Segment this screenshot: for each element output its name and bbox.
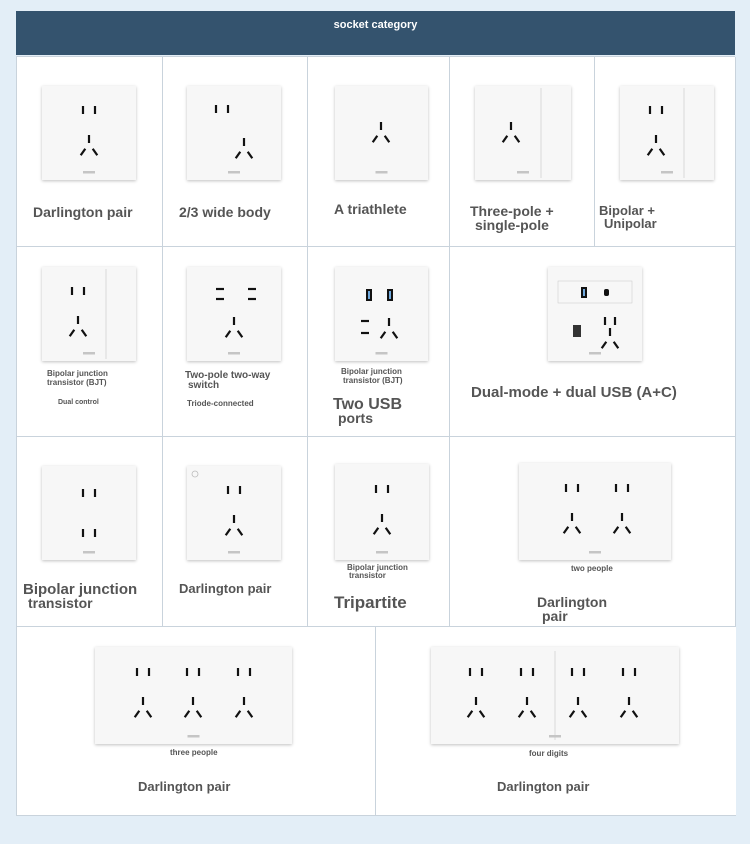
power-socket-icon xyxy=(187,466,281,560)
cell-tripartite[interactable] xyxy=(308,437,450,627)
power-socket-icon xyxy=(335,267,428,361)
cell-darlington-pair[interactable] xyxy=(17,57,163,247)
cell-dual-control[interactable] xyxy=(17,247,163,437)
cell-label: ports xyxy=(338,410,373,426)
socket-panel xyxy=(187,86,281,180)
cell-label: two people xyxy=(571,564,613,573)
cell-two-way-switch[interactable] xyxy=(163,247,308,437)
cell-label: single-pole xyxy=(475,217,549,233)
socket-panel xyxy=(335,267,428,361)
cell-label: A triathlete xyxy=(334,201,407,217)
cell-two-usb-ports[interactable] xyxy=(308,247,450,437)
cell-darlington-indicator[interactable] xyxy=(163,437,308,627)
cell-label: transistor (BJT) xyxy=(343,376,403,385)
socket-panel xyxy=(519,463,671,560)
socket-panel xyxy=(95,647,292,744)
cell-label: Dual control xyxy=(58,399,99,406)
cell-two-people[interactable] xyxy=(450,437,736,627)
socket-panel xyxy=(431,647,679,744)
power-socket-icon xyxy=(42,86,136,180)
cell-label: switch xyxy=(188,380,220,391)
page-title: socket category xyxy=(333,19,418,31)
usb-port-icon xyxy=(548,267,642,361)
power-socket-icon xyxy=(620,86,714,180)
power-socket-icon xyxy=(42,267,136,361)
cell-label: Darlington pair xyxy=(497,779,590,794)
cell-triathlete[interactable] xyxy=(308,57,450,247)
socket-panel xyxy=(42,267,136,361)
cell-label: four digits xyxy=(529,749,569,758)
cell-label: transistor xyxy=(349,571,386,580)
socket-panel xyxy=(187,267,281,361)
cell-label: Bipolar junction xyxy=(341,367,402,376)
cell-wide-body[interactable] xyxy=(163,57,308,247)
cell-bipolar-unipolar[interactable] xyxy=(595,57,736,247)
cell-bjt-four[interactable] xyxy=(17,437,163,627)
power-socket-icon xyxy=(335,464,429,560)
cell-label: three people xyxy=(170,748,218,757)
cell-label: Bipolar junction xyxy=(47,369,108,378)
cell-label: Three-pole + xyxy=(470,203,554,219)
power-socket-icon xyxy=(335,86,428,180)
power-socket-icon xyxy=(519,463,671,560)
cell-dual-usb[interactable] xyxy=(450,247,736,437)
cell-label: transistor xyxy=(28,595,93,611)
socket-panel xyxy=(335,464,429,560)
cell-three-people[interactable] xyxy=(17,627,376,816)
cell-label: Darlington pair xyxy=(33,204,133,220)
power-socket-icon xyxy=(187,86,281,180)
socket-panel xyxy=(620,86,714,180)
cell-label: Tripartite xyxy=(334,593,407,612)
socket-grid xyxy=(16,56,735,816)
cell-label: Dual-mode + dual USB (A+C) xyxy=(471,384,677,401)
socket-panel xyxy=(475,86,571,180)
power-socket-icon xyxy=(95,647,292,744)
socket-panel xyxy=(548,267,642,361)
socket-panel xyxy=(42,86,136,180)
cell-four-digits[interactable] xyxy=(376,627,736,816)
power-socket-icon xyxy=(187,267,281,361)
socket-panel xyxy=(335,86,428,180)
socket-panel xyxy=(187,466,281,560)
cell-label: Bipolar + xyxy=(599,203,655,218)
cell-label: Darlington pair xyxy=(138,779,231,794)
cell-label: Triode-connected xyxy=(187,399,254,408)
cell-label: Unipolar xyxy=(604,216,657,231)
page-header xyxy=(16,11,735,55)
power-socket-icon xyxy=(42,466,136,560)
socket-panel xyxy=(42,466,136,560)
cell-label: pair xyxy=(542,608,568,624)
cell-three-pole-single[interactable] xyxy=(450,57,595,247)
power-socket-icon xyxy=(475,86,571,180)
cell-label: Two-pole two-way xyxy=(185,370,271,381)
cell-label: Bipolar junction xyxy=(347,563,408,572)
cell-label: Darlington pair xyxy=(179,581,272,596)
cell-label: Darlington xyxy=(537,594,607,610)
cell-label: Bipolar junction xyxy=(23,581,138,598)
cell-label: transistor (BJT) xyxy=(47,378,107,387)
power-socket-icon xyxy=(431,647,679,744)
cell-label: 2/3 wide body xyxy=(179,204,271,220)
cell-label: Two USB xyxy=(333,396,403,413)
